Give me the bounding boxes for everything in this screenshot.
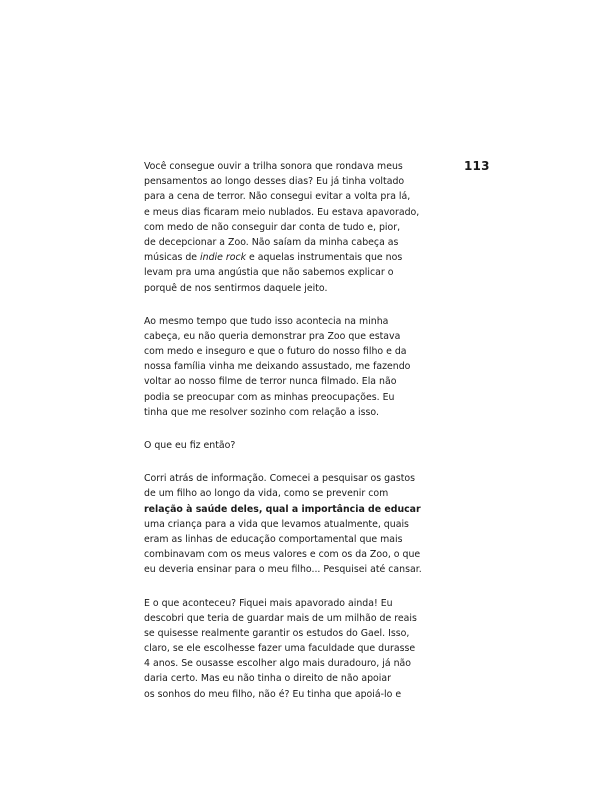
text-line: de um filho ao longo da vida, como se prevenir com (144, 488, 389, 500)
paragraph-2 (144, 314, 444, 420)
text-line: e meus dias ficaram meio nublados. Eu estava apavorado, (144, 206, 420, 218)
text-line: O que eu fiz então? (144, 440, 236, 451)
text-line: Você consegue ouvir a trilha sonora que rondava meus (144, 161, 403, 172)
paragraph-3 (144, 438, 444, 453)
emphasis-text: indie rock (200, 252, 247, 264)
text-line: tinha que me resolver sozinho com relação a isso. (144, 406, 379, 418)
text-line: Corri atrás de informação. Comecei a pesquisar os gastos (144, 473, 416, 485)
text-line: podia se preocupar com as minhas preocupações. Eu (144, 391, 395, 403)
text-line: levam pra uma angústia que não sabemos explicar o (144, 267, 394, 279)
text-segment: e aquelas instrumentais que nos (246, 252, 403, 264)
paragraph-1 (144, 159, 444, 296)
text-line: pensamentos ao longo desses dias? Eu já tinha voltado (144, 176, 405, 188)
text-line: Ao mesmo tempo que tudo isso acontecia na minha (144, 315, 389, 327)
text-line: com medo e inseguro e que o futuro do nosso filho e da (144, 346, 407, 358)
text-line: eram as linhas de educação comportamental que mais (144, 533, 403, 545)
text-line: uma criança para a vida que levamos atualmente, quais (144, 518, 409, 530)
text-line: 4 anos. Se ousasse escolher algo mais duradouro, já não (144, 658, 412, 670)
text-line: porquê de nos sentirmos daquele jeito. (144, 282, 328, 294)
text-line (144, 250, 444, 265)
text-line: se quisesse realmente garantir os estudos do Gael. Isso, (144, 627, 410, 639)
text-line: descobri que teria de guardar mais de um milhão de reais (144, 612, 417, 624)
body-text (144, 159, 444, 720)
text-segment: músicas de (144, 252, 201, 264)
text-line: voltar ao nosso filme de terror nunca filmado. Ela não (144, 376, 397, 388)
text-line: os sonhos do meu filho, não é? Eu tinha que apoiá-lo e (144, 688, 402, 700)
paragraph-4 (144, 471, 444, 577)
text-line: cabeça, eu não queria demonstrar pra Zoo que estava (144, 330, 401, 342)
text-line: relação à saúde deles, qual a importância de educar (144, 503, 421, 515)
text-line: para a cena de terror. Não consegui evitar a volta pra lá, (144, 191, 411, 203)
text-line: claro, se ele escolhesse fazer uma faculdade que durasse (144, 643, 416, 655)
page-number: 113 (464, 159, 490, 173)
text-line: de decepcionar a Zoo. Não saíam da minha cabeça as (144, 236, 399, 248)
text-line: combinavam com os meus valores e com os da Zoo, o que (144, 549, 421, 561)
text-line: nossa família vinha me deixando assustado, me fazendo (144, 361, 411, 373)
text-line: E o que aconteceu? Fiquei mais apavorado ainda! Eu (144, 597, 393, 609)
text-line: eu deveria ensinar para o meu filho... Pesquisei até cansar. (144, 564, 422, 576)
text-line: com medo de não conseguir dar conta de tudo e, pior, (144, 221, 401, 233)
text-line: daria certo. Mas eu não tinha o direito de não apoiar (144, 673, 391, 685)
paragraph-5 (144, 596, 444, 702)
